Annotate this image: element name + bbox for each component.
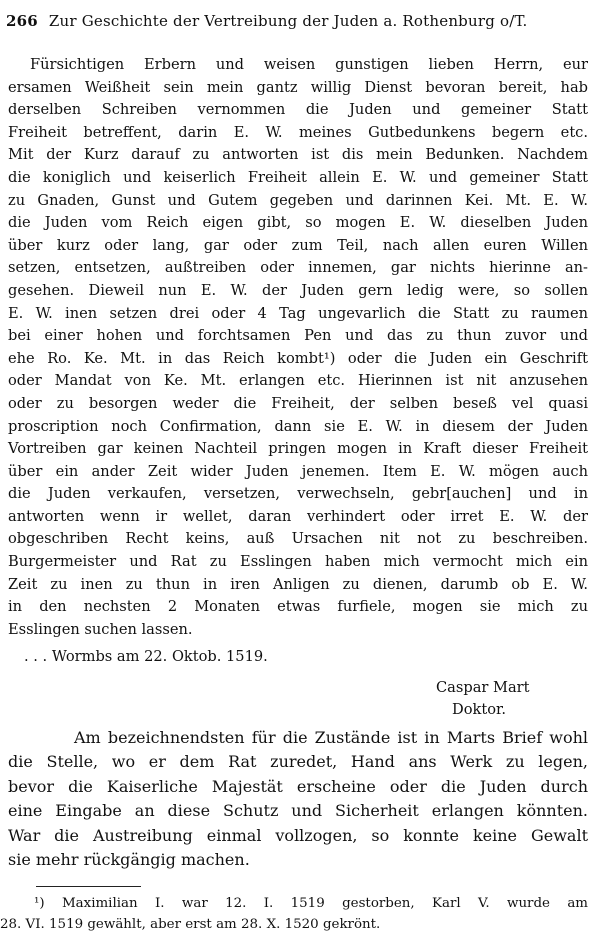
letter-line: die Juden vom Reich eigen gibt, so mogen E. W. dieselben Juden [8, 214, 588, 232]
signer-name: Caspar Mart [436, 679, 530, 696]
letter-line: die koniglich und keiserlich Freiheit allein E. W. und gemeiner Statt [8, 168, 588, 186]
commentary-paragraph [8, 726, 588, 872]
letter-line: zu Gnaden, Gunst und Gutem gegeben und darinnen Kei. Mt. E. W. [8, 191, 588, 209]
letter-line: Zeit zu inen zu thun in iren Anligen zu dienen, darumb ob E. W. [8, 575, 588, 593]
letter-line: derselben Schreiben vernommen die Juden und gemeiner Statt [8, 101, 588, 119]
letter-line: ehe Ro. Ke. Mt. in das Reich kombt¹) oder die Juden ein Geschrift [8, 349, 588, 367]
letter-line: E. W. inen setzen drei oder 4 Tag ungevarlich die Statt zu raumen [8, 304, 588, 322]
quoted-letter [8, 54, 588, 641]
paragraph-line: War die Austreibung einmal vollzogen, so konnte keine Gewalt [8, 825, 588, 845]
footnote-line: 28. VI. 1519 gewählt, aber erst am 28. X. 1520 gekrönt. [0, 917, 381, 932]
letter-line: Esslingen suchen lassen. [8, 620, 193, 638]
letter-line: Burgermeister und Rat zu Esslingen haben mich vermocht mich ein [8, 553, 588, 571]
letter-line: ersamen Weißheit sein mein gantz willig Dienst bevoran bereit, hab [8, 78, 588, 96]
letter-line: Mit der Kurz darauf zu antworten ist dis mein Bedunken. Nachdem [8, 146, 588, 164]
letter-line: in den nechsten 2 Monaten etwas furfiele, mogen sie mich zu [8, 598, 588, 616]
letter-line: über kurz oder lang, gar oder zum Teil, nach allen euren Willen [8, 236, 588, 254]
letter-line: oder zu besorgen weder die Freiheit, der selben beseß vel quasi [8, 394, 588, 412]
page-number: 266 [6, 12, 38, 30]
letter-line: obgeschriben Recht keins, auß Ursachen nit not zu beschreiben. [8, 530, 588, 548]
footnote-line: ¹) Maximilian I. war 12. I. 1519 gestorben, Karl V. wurde am [34, 896, 588, 911]
letter-line: oder Mandat von Ke. Mt. erlangen etc. Hierinnen ist nit anzusehen [8, 372, 588, 390]
paragraph-line: sie mehr rückgängig machen. [8, 849, 250, 869]
letter-line: proscription noch Confirmation, dann sie E. W. in diesem der Juden [8, 417, 588, 435]
footnote-divider [36, 886, 141, 887]
letter-line: Vortreiben gar keinen Nachteil pringen mogen in Kraft dieser Freiheit [8, 440, 588, 458]
signer-title: Doktor. [452, 701, 506, 718]
letter-line: bei einer hohen und forchtsamen Pen und das zu thun zuvor und [8, 327, 588, 345]
letter-line: antworten wenn ir wellet, daran verhindert oder irret E. W. der [8, 507, 588, 525]
paragraph-line: bevor die Kaiserliche Majestät erscheine oder die Juden durch [8, 776, 588, 796]
letter-closing: . . . Wormbs am 22. Oktob. 1519. [24, 648, 268, 665]
letter-line: Fürsichtigen Erbern und weisen gunstigen lieben Herrn, eur [30, 56, 588, 73]
letter-line: gesehen. Dieweil nun E. W. der Juden gern ledig were, so sollen [8, 281, 588, 299]
letter-line: über ein ander Zeit wider Juden jenemen. Item E. W. mögen auch [8, 462, 588, 480]
running-header [6, 12, 591, 30]
paragraph-line: Am bezeichnendsten für die Zustände ist in Marts Brief wohl [74, 728, 588, 747]
footnote [0, 893, 588, 935]
letter-line: setzen, entsetzen, außtreiben oder innemen, gar nichts hierinne an- [8, 259, 588, 277]
paragraph-line: eine Eingabe an diese Schutz und Sicherheit erlangen könnten. [8, 801, 588, 821]
running-title: Zur Geschichte der Vertreibung der Juden a. Rothenburg o/T. [48, 12, 528, 30]
paragraph-line: die Stelle, wo er dem Rat zuredet, Hand ans Werk zu legen, [8, 752, 588, 772]
letter-line: die Juden verkaufen, versetzen, verwechseln, gebr[auchen] und in [8, 485, 588, 503]
letter-line: Freiheit betreffent, darin E. W. meines Gutbedunkens begern etc. [8, 123, 588, 141]
